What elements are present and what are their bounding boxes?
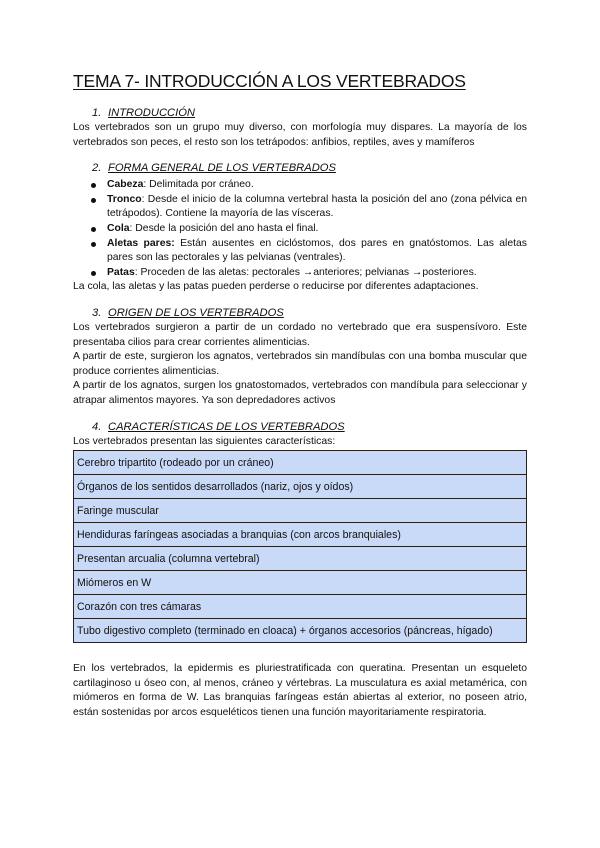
table-cell: Faringe muscular (74, 499, 527, 523)
list-item-text: Están ausentes en ciclóstomos, dos pares en gnatóstomos. Las aletas pares son las pectorales y las pelvianas (ventrales). (107, 237, 528, 264)
section-heading-text: CARACTERÍSTICAS DE LOS VERTEBRADOS (108, 420, 345, 433)
page-title: TEMA 7- INTRODUCCIÓN A LOS VERTEBRADOS (73, 71, 466, 91)
section-heading-origen (73, 306, 527, 321)
list-item (90, 178, 527, 193)
section-paragraph: La cola, las aletas y las patas pueden perderse o reducirse por diferentes adaptaciones. (73, 281, 479, 293)
table-row (74, 451, 527, 475)
section-paragraph: A partir de este, surgieron los agnatos, vertebrados sin mandíbulas con una bomba muscular que produce corrientes alimenticias. (73, 351, 527, 377)
list-item (90, 266, 527, 281)
list-item-text: : Desde la posición del ano hasta el final. (129, 222, 319, 234)
table-cell: Órganos de los sentidos desarrollados (nariz, ojos y oídos) (74, 475, 527, 499)
table-row (74, 499, 527, 523)
section-paragraph: En los vertebrados, la epidermis es pluriestratificada con queratina. Presentan un esqueleto cartilaginoso u óseo con, al menos, cráneo y vértebras. La musculatura es axial metamérica, con miómeros en forma de W. Las branquias faríngeas están abiertas al exterior, no poseen atrio, están sostenidas por arcos esqueléticos tienen una función mayoritariamente respiratoria. (73, 663, 527, 718)
list-item (90, 193, 527, 222)
table-row (74, 619, 527, 643)
table-cell: Hendiduras faríngeas asociadas a branquias (con arcos branquiales) (74, 523, 527, 547)
table-cell: Presentan arcualia (columna vertebral) (74, 547, 527, 571)
list-item-term: Tronco (107, 193, 142, 205)
table-row (74, 475, 527, 499)
table-row (74, 571, 527, 595)
section-heading-text: INTRODUCCIÓN (108, 107, 196, 119)
list-item-term: Aletas pares: (107, 237, 175, 249)
list-item-term: Cola (107, 222, 130, 234)
section-paragraph: Los vertebrados surgieron a partir de un cordado no vertebrado que era suspensívoro. Este presentaba cilios para crear corrientes alimenticias. (73, 321, 527, 348)
section-number: 4. (92, 420, 102, 433)
section-heading-text: ORIGEN DE LOS VERTEBRADOS (108, 306, 284, 319)
table-row (74, 595, 527, 619)
table-cell: Tubo digestivo completo (terminado en cloaca) + órganos accesorios (páncreas, hígado) (74, 619, 527, 643)
list-item-term: Patas (107, 266, 135, 278)
section-number: 2. (92, 162, 102, 175)
list-item-text: : Proceden de las aletas: pectorales →anteriores; pelvianas →posteriores. (134, 266, 477, 278)
list-item (90, 222, 527, 237)
body-parts-list (73, 178, 527, 280)
list-item-term: Cabeza (107, 179, 144, 191)
table-cell: Miómeros en W (74, 571, 527, 595)
table-row (74, 523, 527, 547)
table-cell: Corazón con tres cámaras (74, 595, 527, 619)
section-paragraph: Los vertebrados presentan las siguientes características: (73, 435, 336, 447)
section-paragraph: A partir de los agnatos, surgen los gnatostomados, vertebrados con mandíbula para seleccionar y atrapar alimentos mayores. Ya son depredadores activos (73, 380, 527, 406)
section-number: 1. (92, 107, 102, 119)
section-heading-forma-general (73, 161, 527, 176)
section-heading-text: FORMA GENERAL DE LOS VERTEBRADOS (108, 162, 336, 175)
section-paragraph: Los vertebrados son un grupo muy diverso, con morfología muy dispares. La mayoría de los vertebrados son peces, el resto son los tetrápodos: anfibios, reptiles, aves y mamíferos (73, 122, 527, 148)
list-item-text: : Desde el inicio de la columna vertebral hasta la posición del ano (zona pélvica en tetrápodos). Contiene la mayoría de las vísceras. (107, 193, 527, 220)
list-item (90, 237, 527, 266)
table-cell: Cerebro tripartito (rodeado por un cráneo) (74, 451, 527, 475)
list-item-text: : Delimitada por cráneo. (143, 179, 254, 191)
section-heading-caracteristicas (73, 420, 527, 435)
section-number: 3. (92, 306, 102, 319)
characteristics-table (73, 450, 527, 643)
table-row (74, 547, 527, 571)
section-heading-introduccion (73, 106, 527, 121)
